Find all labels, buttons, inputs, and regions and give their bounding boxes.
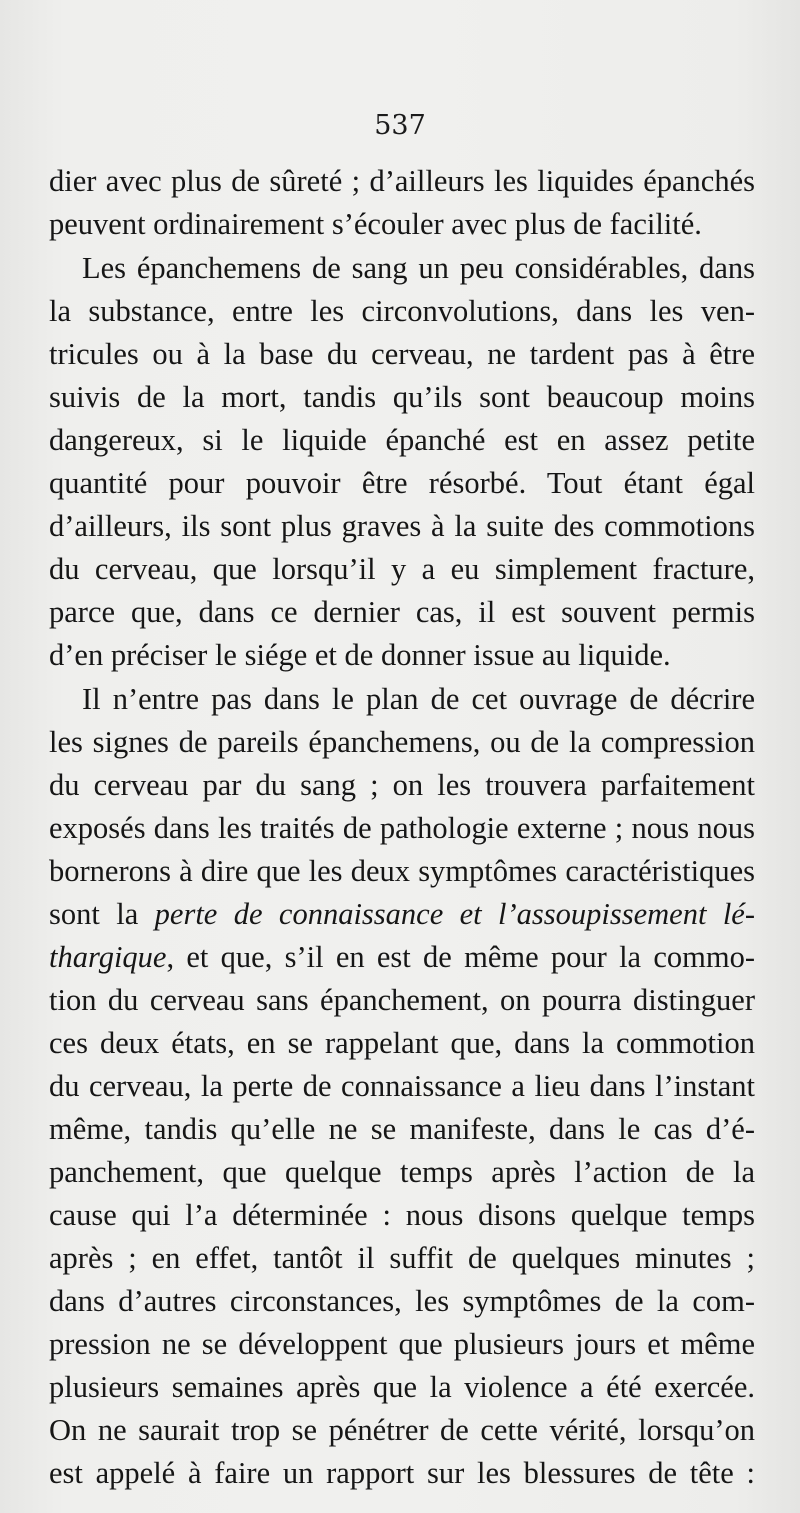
text-line: suivis de la mort, tandis qu’ils sont beaucoup moins [49,380,755,414]
text-line: Il n’entre pas dans le plan de cet ouvrage de décrire [82,682,755,716]
text-line: bornerons à dire que les deux symptômes caractéristiques [49,854,755,888]
text-line: plusieurs semaines après que la violence a été exercée. [49,1370,755,1404]
text-line: parce que, dans ce dernier cas, il est souvent permis [49,595,755,629]
italic-text-run: perte de connaissance et l’assoupissement lé- [154,897,755,931]
page-number: 537 [374,110,426,141]
text-line [49,936,755,979]
text-line: Les épanchemens de sang un peu considérables, dans [82,251,755,285]
text-line: d’en préciser le siége et de donner issue au liquide. [49,638,671,672]
text-line: tricules ou à la base du cerveau, ne tardent pas à être [49,337,755,371]
text-line [49,893,755,936]
text-line: dier avec plus de sûreté ; d’ailleurs les liquides épanchés [49,164,755,198]
text-line: les signes de pareils épanchemens, ou de la compression [49,725,755,759]
text-line: quantité pour pouvoir être résorbé. Tout étant égal [49,466,755,500]
text-line: On ne saurait trop se pénétrer de cette vérité, lorsqu’on [49,1413,755,1447]
text-line: cause qui l’a déterminée : nous disons quelque temps [49,1198,755,1232]
text-line: du cerveau, la perte de connaissance a lieu dans l’instant [49,1069,755,1103]
text-line: dangereux, si le liquide épanché est en assez petite [49,423,755,457]
text-line: après ; en effet, tantôt il suffit de quelques minutes ; [49,1241,755,1275]
text-line: panchement, que quelque temps après l’action de la [49,1155,755,1189]
text-line: même, tandis qu’elle ne se manifeste, dans le cas d’é- [49,1112,755,1146]
text-line: exposés dans les traités de pathologie externe ; nous nous [49,811,755,845]
text-line: peuvent ordinairement s’écouler avec plus de facilité. [49,207,702,241]
text-run: , et que, s’il en est de même pour la commo- [166,940,755,974]
text-run: sont la [49,897,155,931]
text-line: du cerveau, que lorsqu’il y a eu simplement fracture, [49,552,755,586]
italic-text-run: thargique [49,940,167,974]
text-line: dans d’autres circonstances, les symptômes de la com- [49,1284,755,1318]
text-line: d’ailleurs, ils sont plus graves à la suite des commotions [49,509,755,543]
text-line: ces deux états, en se rappelant que, dans la commotion [49,1026,755,1060]
text-line: la substance, entre les circonvolutions, dans les ven- [49,294,755,328]
text-line: du cerveau par du sang ; on les trouvera parfaitement [49,768,755,802]
text-line: est appelé à faire un rapport sur les blessures de tête : [49,1456,755,1490]
text-line: tion du cerveau sans épanchement, on pourra distinguer [49,983,755,1017]
text-line: pression ne se développent que plusieurs jours et même [49,1327,755,1361]
